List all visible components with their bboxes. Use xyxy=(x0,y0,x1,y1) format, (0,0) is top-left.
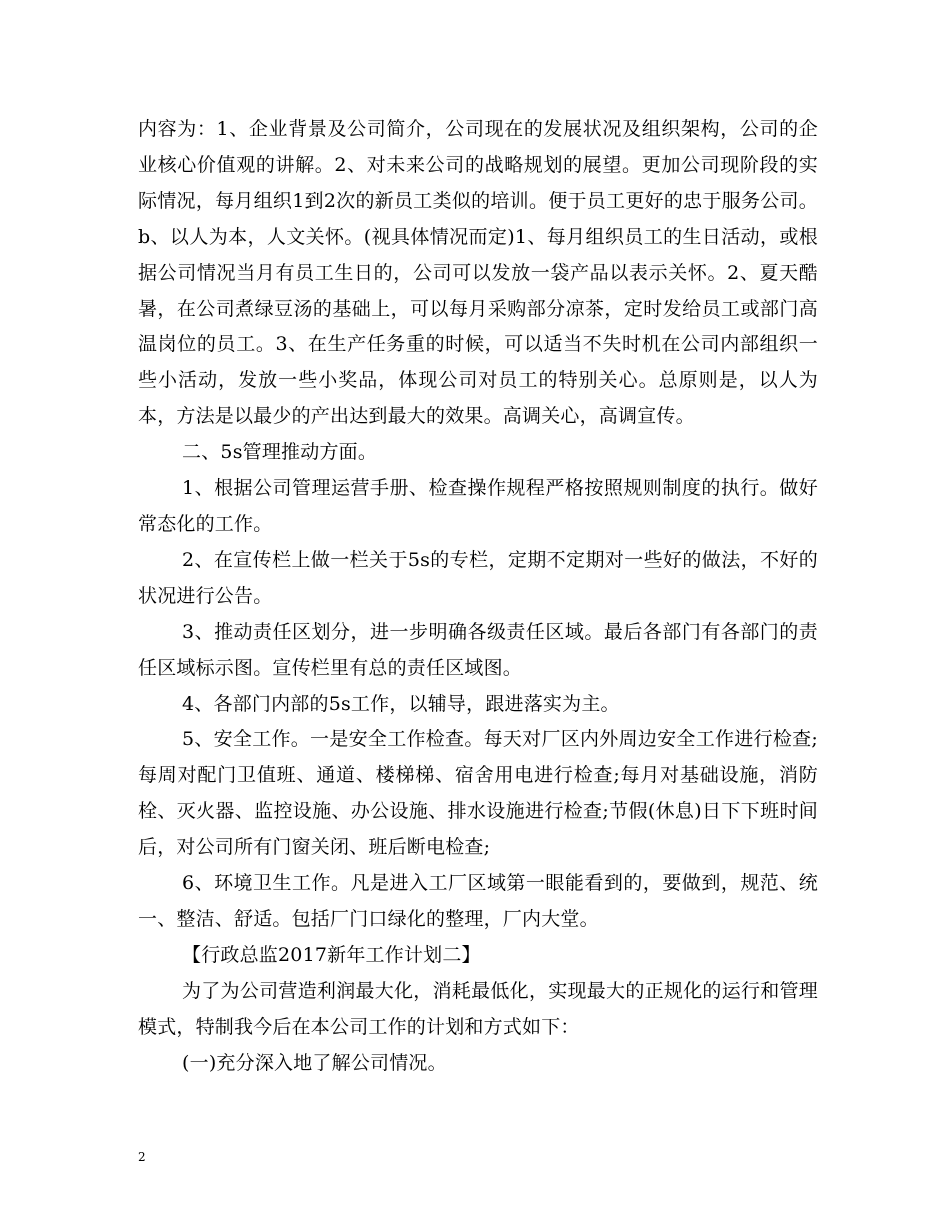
document-body xyxy=(138,112,818,1081)
page-number: 2 xyxy=(138,1150,146,1164)
paragraph: 5、安全工作。一是安全工作检查。每天对厂区内外周边安全工作进行检查;每周对配门卫值班、通道、楼梯梯、宿舍用电进行检查;每月对基础设施，消防栓、灭火器、监控设施、办公设施、排水设施进行检查;节假(休息)日下下班时间后，对公司所有门窗关闭、班后断电检查; xyxy=(138,728,818,859)
paragraph: 6、环境卫生工作。凡是进入工厂区域第一眼能看到的，要做到，规范、统一、整洁、舒适。包括厂门口绿化的整理，厂内大堂。 xyxy=(138,872,818,930)
paragraph: 2、在宣传栏上做一栏关于5s的专栏，定期不定期对一些好的做法，不好的状况进行公告。 xyxy=(138,548,818,607)
section-heading: 二、5s管理推动方面。 xyxy=(182,441,378,464)
section-heading: 【行政总监2017新年工作计划二】 xyxy=(182,943,481,966)
paragraph: 1、根据公司管理运营手册、检查操作规程严格按照规则制度的执行。做好常态化的工作。 xyxy=(138,477,818,535)
paragraph: 4、各部门内部的5s工作，以辅导，跟进落实为主。 xyxy=(182,692,620,715)
paragraph: 3、推动责任区划分，进一步明确各级责任区域。最后各部门有各部门的责任区域标示图。宣传栏里有总的责任区域图。 xyxy=(138,620,818,679)
paragraph: 为了为公司营造利润最大化，消耗最低化，实现最大的正规化的运行和管理模式，特制我今后在本公司工作的计划和方式如下： xyxy=(138,979,818,1038)
paragraph: (一)充分深入地了解公司情况。 xyxy=(182,1051,447,1074)
paragraph: 内容为：1、企业背景及公司简介，公司现在的发展状况及组织架构，公司的企业核心价值观的讲解。2、对未来公司的战略规划的展望。更加公司现阶段的实际情况，每月组织1到2次的新员工类似的培训。便于员工更好的忠于服务公司。b、以人为本，人文关怀。(视具体情况而定)1、每月组织员工的生日活动，或根据公司情况当月有员工生日的，公司可以发放一袋产品以表示关怀。2、夏天酷暑，在公司煮绿豆汤的基础上，可以每月采购部分凉茶，定时发给员工或部门高温岗位的员工。3、在生产任务重的时候，可以适当不失时机在公司内部组织一些小活动，发放一些小奖品，体现公司对员工的特别关心。总原则是，以人为本，方法是以最少的产出达到最大的效果。高调关心，高调宣传。 xyxy=(138,118,818,428)
